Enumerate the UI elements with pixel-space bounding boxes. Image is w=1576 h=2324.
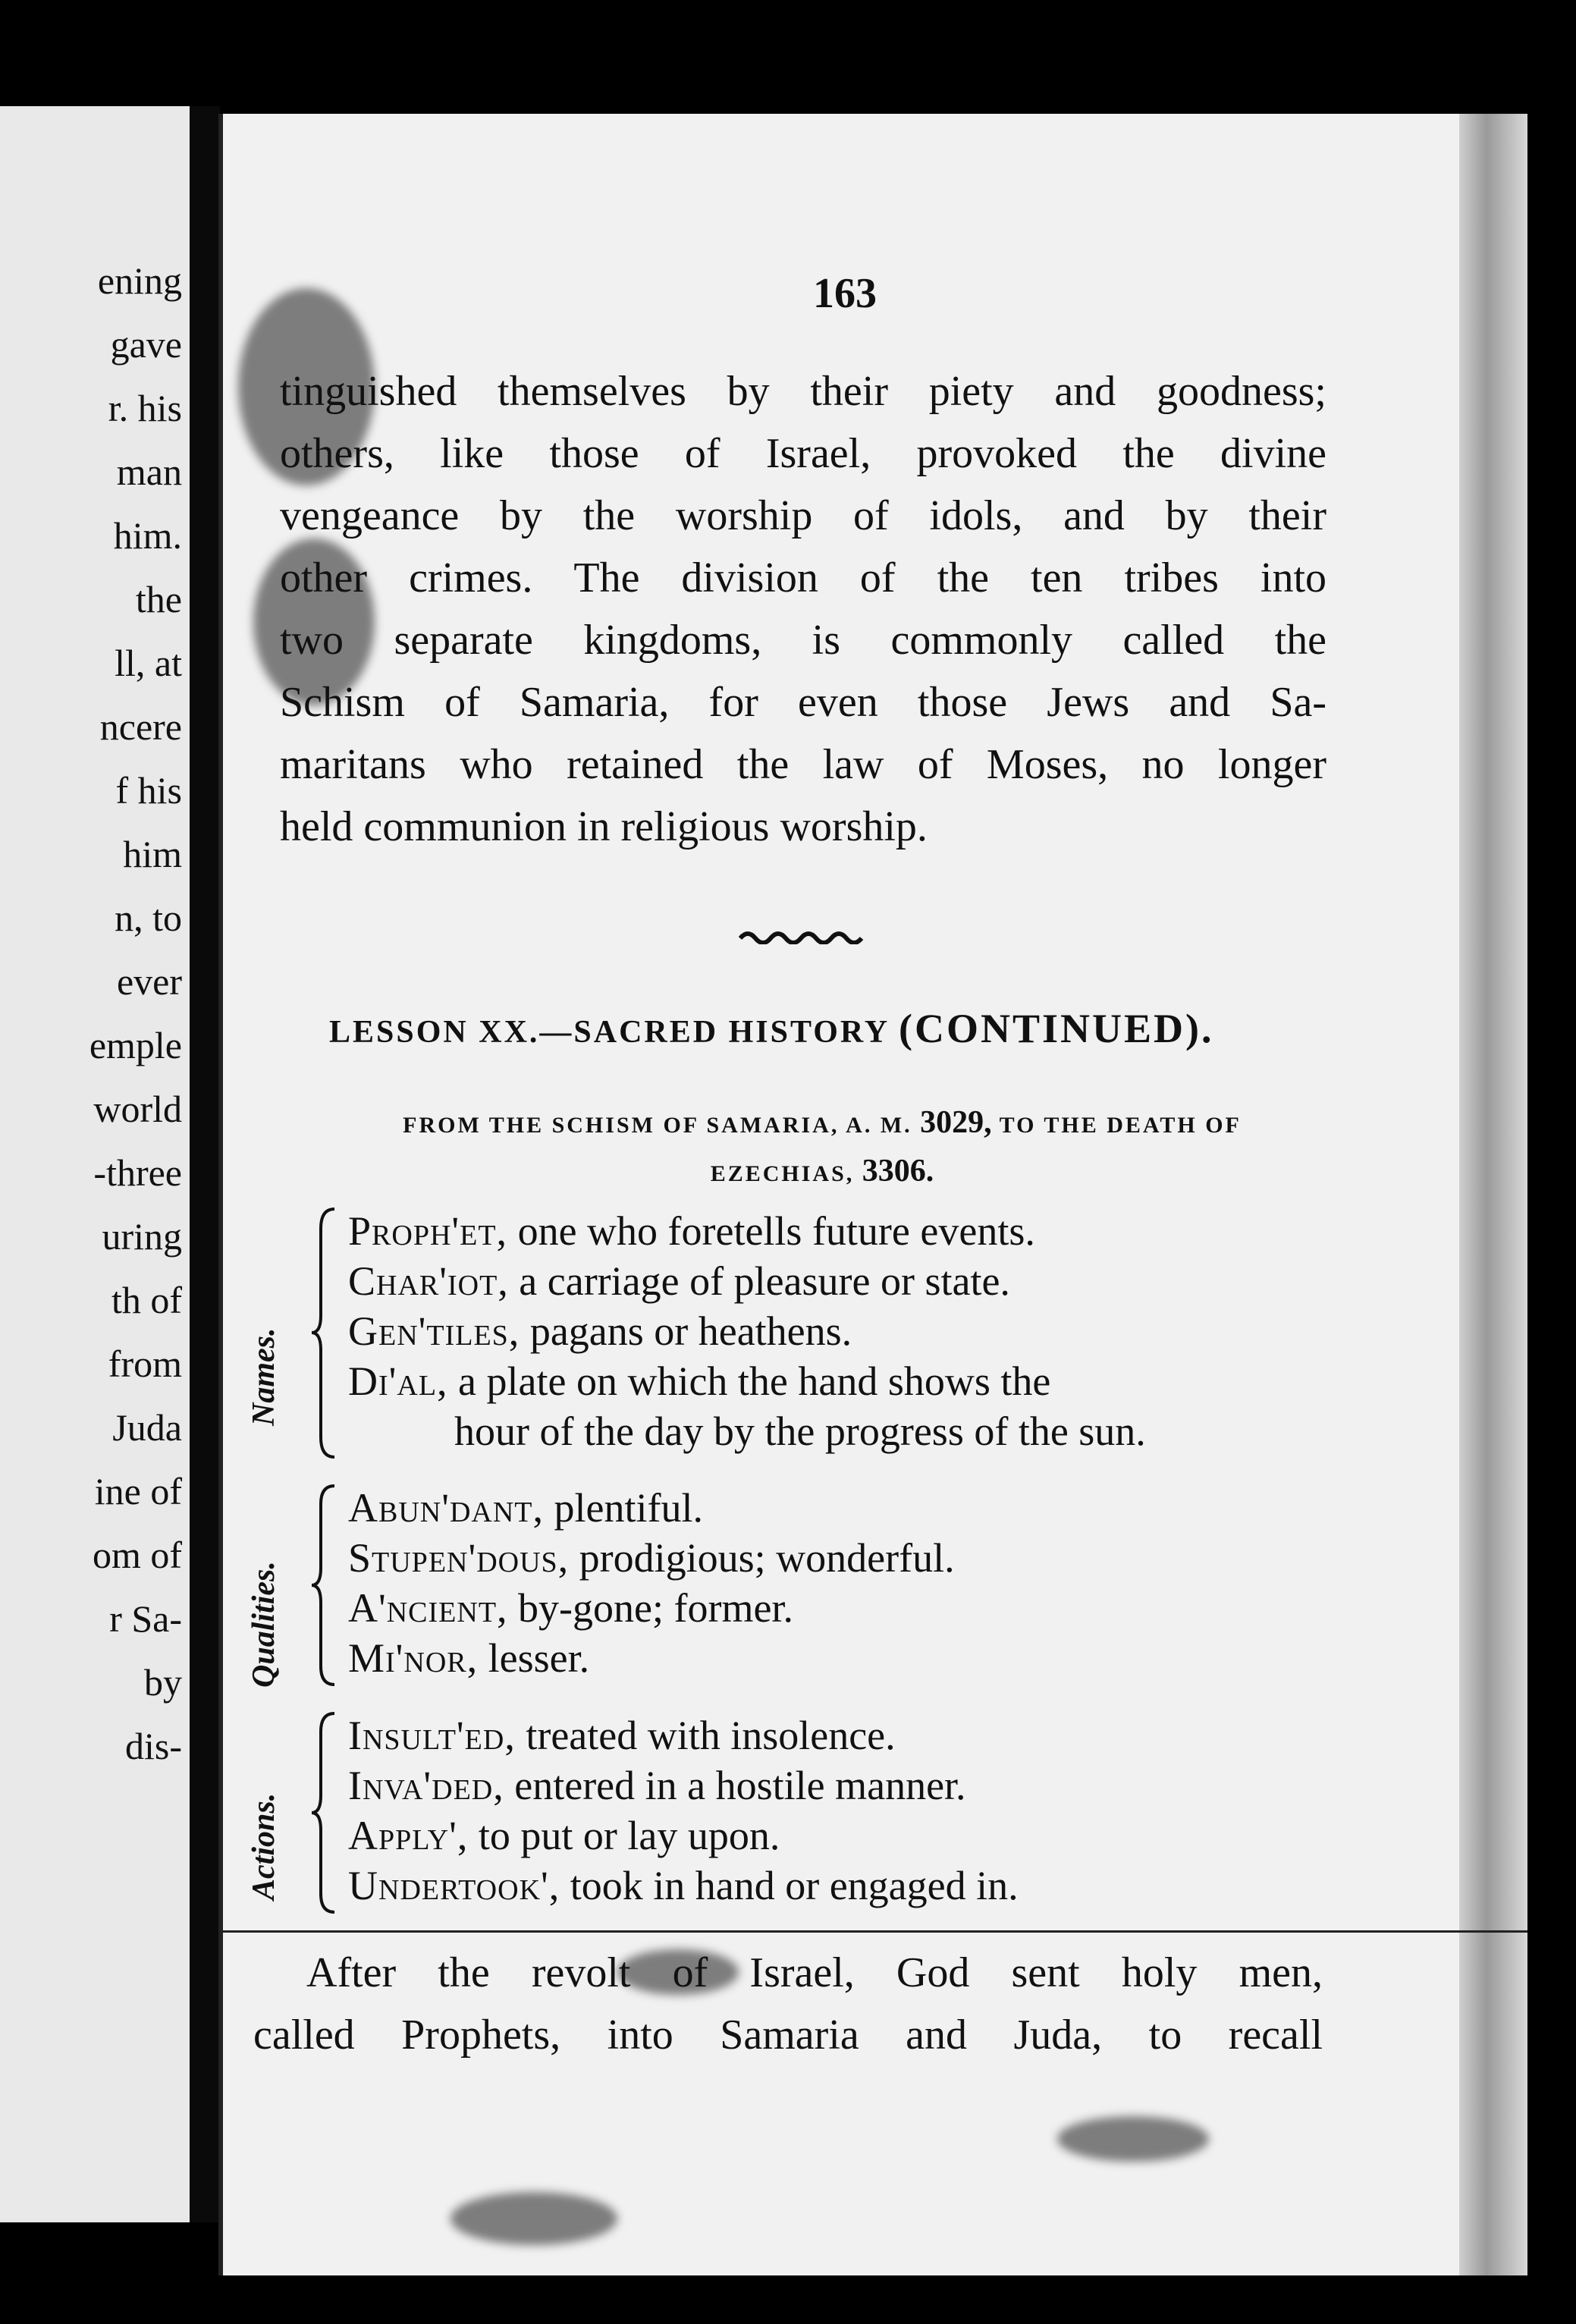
- vocab-term: Gen'tiles,: [348, 1308, 520, 1354]
- vocab-qualities: [223, 1483, 1406, 1688]
- ink-stain: [451, 2192, 617, 2245]
- vocab-item: [348, 1811, 1019, 1861]
- vocab-definition: pagans or heathens.: [520, 1308, 852, 1354]
- left-page-text-fragment: him: [123, 833, 182, 875]
- left-page-text-fragment: world: [93, 1088, 182, 1130]
- left-page-text-fragment: f his: [115, 769, 182, 812]
- vocab-definition: to put or lay upon.: [468, 1813, 780, 1858]
- vocab-definition: lesser.: [478, 1635, 590, 1681]
- left-page-text-fragment: ening: [97, 259, 182, 302]
- vocab-definition: a carriage of pleasure or state.: [508, 1258, 1010, 1304]
- left-page-text-fragment: r. his: [108, 387, 182, 429]
- vocab-item: [348, 1206, 1146, 1256]
- vocab-definition: a plate on which the hand shows the: [447, 1358, 1051, 1404]
- vocab-definition: plentiful.: [544, 1485, 703, 1531]
- vocab-item: [348, 1633, 955, 1683]
- vocab-term: Undertook',: [348, 1863, 560, 1908]
- left-page-text-fragment: gave: [110, 323, 182, 366]
- left-page-text-fragment: n, to: [115, 897, 182, 939]
- vocab-term: Apply',: [348, 1813, 469, 1858]
- brace-icon: [310, 1483, 337, 1688]
- ink-stain: [1057, 2116, 1209, 2162]
- vocab-actions: [223, 1710, 1406, 1915]
- vocab-definition: prodigious; wonderful.: [569, 1535, 955, 1581]
- left-page-text-fragment: r Sa-: [109, 1597, 182, 1640]
- left-page-text-fragment: Juda: [112, 1406, 182, 1449]
- subtitle-line: FROM THE SCHISM OF SAMARIA, A. M.: [403, 1113, 912, 1138]
- section-flourish: [739, 929, 868, 944]
- text-line: other crimes. The division of the ten tribes into: [280, 554, 1326, 601]
- text-line: maritans who retained the law of Moses, no longer: [280, 741, 1326, 788]
- book-gutter: [190, 106, 220, 2222]
- vocab-item: [348, 1583, 955, 1633]
- left-page-text-fragment: him.: [113, 514, 182, 557]
- left-page-text-fragment: by: [144, 1661, 182, 1704]
- vocab-heading: Qualities.: [246, 1561, 281, 1688]
- lesson-title-suffix: (CONTINUED).: [899, 1006, 1214, 1051]
- vocab-definition: took in hand or engaged in.: [560, 1863, 1019, 1908]
- vocab-names: [223, 1206, 1406, 1460]
- subtitle-year: 3306.: [862, 1154, 934, 1189]
- vocab-item: [348, 1861, 1019, 1911]
- vocab-item: [348, 1710, 1019, 1760]
- brace-icon: [310, 1710, 337, 1915]
- left-page-text-fragment: ncere: [99, 705, 182, 748]
- text-line: vengeance by the worship of idols, and by their: [280, 492, 1326, 539]
- lesson-subtitle: [306, 1100, 1338, 1197]
- opening-paragraph: [280, 360, 1326, 858]
- book-page: [218, 114, 1527, 2275]
- vocab-term: Abun'dant,: [348, 1485, 544, 1531]
- left-page-text-fragment: emple: [89, 1024, 182, 1066]
- page-number: 163: [813, 270, 877, 317]
- page-edge: [1459, 114, 1527, 2275]
- vocab-term: Mi'nor,: [348, 1635, 479, 1681]
- vocab-item: [348, 1406, 1146, 1456]
- vocab-item: [348, 1256, 1146, 1306]
- left-page-text-fragment: man: [116, 451, 182, 493]
- left-page-text-fragment: uring: [102, 1215, 182, 1258]
- lesson-title-text: LESSON XX.—SACRED HISTORY: [329, 1015, 889, 1050]
- vocab-heading: Names.: [246, 1327, 281, 1426]
- left-page-text-fragment: dis-: [125, 1725, 182, 1767]
- vocab-term: Di'al,: [348, 1358, 448, 1404]
- vocab-definition: by-gone; former.: [507, 1585, 793, 1631]
- vocab-term: Insult'ed,: [348, 1713, 516, 1758]
- text-line: held communion in religious worship.: [280, 803, 928, 850]
- vocab-definition: hour of the day by the progress of the sun.: [454, 1409, 1146, 1454]
- left-page-text-fragment: ll, at: [115, 642, 182, 684]
- text-line: called Prophets, into Samaria and Juda, to recall: [253, 2012, 1323, 2059]
- left-page-text-fragment: -three: [93, 1151, 182, 1194]
- left-page-text-fragment: ever: [116, 960, 182, 1003]
- closing-paragraph: [253, 1942, 1323, 2066]
- text-line: two separate kingdoms, is commonly called the: [280, 617, 1326, 664]
- vocab-definition: treated with insolence.: [515, 1713, 896, 1758]
- brace-icon: [310, 1206, 337, 1460]
- subtitle-line: EZECHIAS,: [710, 1161, 855, 1186]
- vocab-term: Inva'ded,: [348, 1763, 504, 1808]
- vocab-term: Proph'et,: [348, 1208, 508, 1254]
- subtitle-year: 3029,: [920, 1105, 992, 1140]
- vocab-item: [348, 1306, 1146, 1356]
- vocab-term: Stupen'dous,: [348, 1535, 570, 1581]
- text-line: Schism of Samaria, for even those Jews and Sa-: [280, 679, 1326, 726]
- vocab-heading: Actions.: [246, 1792, 281, 1900]
- vocab-item: [348, 1760, 1019, 1811]
- vocab-term: A'ncient,: [348, 1585, 508, 1631]
- page-fold-line: [223, 1930, 1527, 1933]
- left-page-text-fragment: om of: [92, 1534, 182, 1576]
- vocab-item: [348, 1356, 1146, 1406]
- vocab-term: Char'iot,: [348, 1258, 509, 1304]
- left-page-text-fragment: ine of: [94, 1470, 182, 1512]
- left-page-text-fragment: th of: [111, 1279, 182, 1321]
- vocab-item: [348, 1533, 955, 1583]
- lesson-title: [329, 1005, 1315, 1052]
- left-page-text-fragment: the: [135, 578, 182, 620]
- subtitle-line: TO THE DEATH OF: [999, 1113, 1242, 1138]
- vocab-definition: entered in a hostile manner.: [504, 1763, 966, 1808]
- text-line: others, like those of Israel, provoked the divine: [280, 430, 1326, 477]
- vocab-definition: one who foretells future events.: [507, 1208, 1035, 1254]
- text-line: tinguished themselves by their piety and goodness;: [280, 368, 1326, 415]
- left-page-fragment: [0, 106, 190, 2222]
- text-line: After the revolt of Israel, God sent holy men,: [306, 1949, 1323, 1996]
- vocab-item: [348, 1483, 955, 1533]
- left-page-text-fragment: from: [108, 1343, 182, 1385]
